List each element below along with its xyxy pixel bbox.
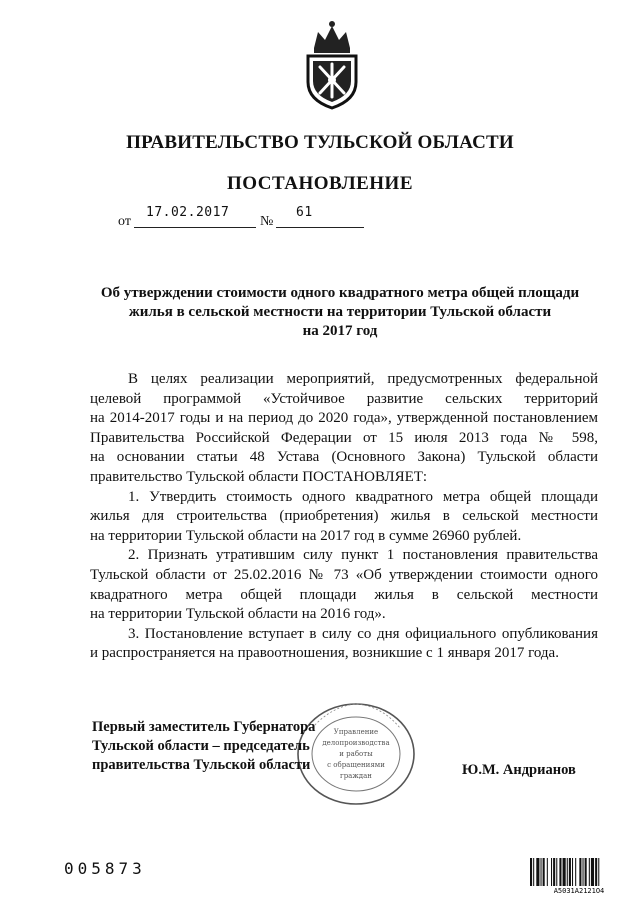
- barcode-bar: [579, 858, 581, 886]
- svg-text:делопроизводства: делопроизводства: [322, 739, 390, 747]
- text-line: правительство Тульской области ПОСТАНОВЛЯЕТ:: [90, 468, 428, 485]
- document-date: 17.02.2017: [146, 205, 230, 220]
- date-underline: [134, 227, 256, 228]
- coat-of-arms-emblem: [300, 18, 364, 110]
- svg-text:Управление: Управление: [333, 728, 379, 736]
- subject-line: на 2017 год: [302, 323, 378, 339]
- paragraph-preamble: [90, 370, 598, 488]
- number-underline: [276, 227, 364, 228]
- text-line: на территории Тульской области на 2017 год в сумме 26960 рублей.: [90, 527, 522, 544]
- barcode-bar: [541, 858, 542, 886]
- barcode-caption: А5031А2121О4: [553, 887, 605, 894]
- subject-line: жилья в сельской местности на территории Тульской области: [128, 304, 552, 320]
- text-line: В целях реализации мероприятий, предусмотренных федеральной: [128, 371, 598, 387]
- barcode-bar: [585, 858, 587, 886]
- barcode-bar: [583, 858, 584, 886]
- barcode-bar: [556, 858, 557, 886]
- position-line: Тульской области – председатель: [92, 738, 310, 754]
- text-line: 1. Утвердить стоимость одного квадратного метра общей площади: [128, 488, 598, 505]
- barcode-bar: [551, 858, 552, 886]
- document-number: 61: [296, 205, 313, 220]
- subject-line: Об утверждении стоимости одного квадратного метра общей площади: [100, 285, 580, 301]
- svg-text:с обращениями: с обращениями: [327, 761, 385, 769]
- barcode-bar: [575, 858, 576, 886]
- position-line: Первый заместитель Губернатора: [92, 719, 316, 735]
- text-line: на основании статьи 48 Устава (Основного Закона) Тульской области: [90, 449, 598, 466]
- barcode-bar: [553, 858, 555, 886]
- text-line: на территории Тульской области на 2016 год».: [90, 606, 386, 623]
- text-line: целевой программой «Устойчивое развитие сельских территорий: [90, 390, 598, 407]
- barcode: [529, 858, 629, 894]
- barcode-bar: [559, 858, 561, 886]
- text-line: на 2014-2017 годы и на период до 2020 года», утвержденной постановлением: [90, 410, 598, 427]
- text-line: Правительства Российской Федерации от 15 июля 2013 года № 598,: [90, 429, 598, 446]
- barcode-bar: [547, 858, 548, 886]
- barcode-bar: [567, 858, 568, 886]
- registration-number: 005873: [64, 859, 146, 878]
- signer-name: Ю.М. Андрианов: [462, 762, 576, 778]
- document-type-heading: ПОСТАНОВЛЕНИЕ: [226, 173, 414, 194]
- barcode-bar: [530, 858, 532, 886]
- barcode-bar: [572, 858, 573, 886]
- barcode-bar: [536, 858, 539, 886]
- barcode-bar: [569, 858, 571, 886]
- text-line: Тульской области от 25.02.2016 № 73 «Об утверждении стоимости одного: [90, 566, 598, 583]
- text-line: квадратного метра общей площади жилья в сельской местности: [90, 586, 598, 603]
- barcode-bar: [533, 858, 534, 886]
- government-title: ПРАВИТЕЛЬСТВО ТУЛЬСКОЙ ОБЛАСТИ: [126, 132, 514, 153]
- date-number-line: [118, 205, 378, 229]
- barcode-bar: [595, 858, 597, 886]
- barcode-bar: [589, 858, 590, 886]
- svg-text:граждан: граждан: [340, 772, 372, 780]
- paragraph-item-2: [90, 546, 598, 624]
- paragraph-item-1: [90, 488, 598, 547]
- svg-text:и работы: и работы: [339, 750, 373, 758]
- document-body: [90, 370, 598, 664]
- text-line: 3. Постановление вступает в силу со дня официального опубликования: [128, 625, 598, 642]
- barcode-bar: [543, 858, 545, 886]
- text-line: 2. Признать утратившим силу пункт 1 постановления правительства: [128, 547, 598, 564]
- number-label: №: [260, 214, 274, 229]
- text-line: жилья для строительства (приобретения) жилья в сельской местности: [90, 508, 598, 525]
- position-line: правительства Тульской области: [92, 757, 311, 773]
- signatory-position: [92, 718, 315, 775]
- barcode-bar: [563, 858, 566, 886]
- document-subject: [80, 284, 600, 341]
- date-label: от: [118, 214, 131, 229]
- barcode-bar: [598, 858, 599, 886]
- text-line: и распространяется на правоотношения, возникшие с 1 января 2017 года.: [90, 645, 559, 662]
- barcode-bar: [591, 858, 594, 886]
- paragraph-item-3: [90, 625, 598, 664]
